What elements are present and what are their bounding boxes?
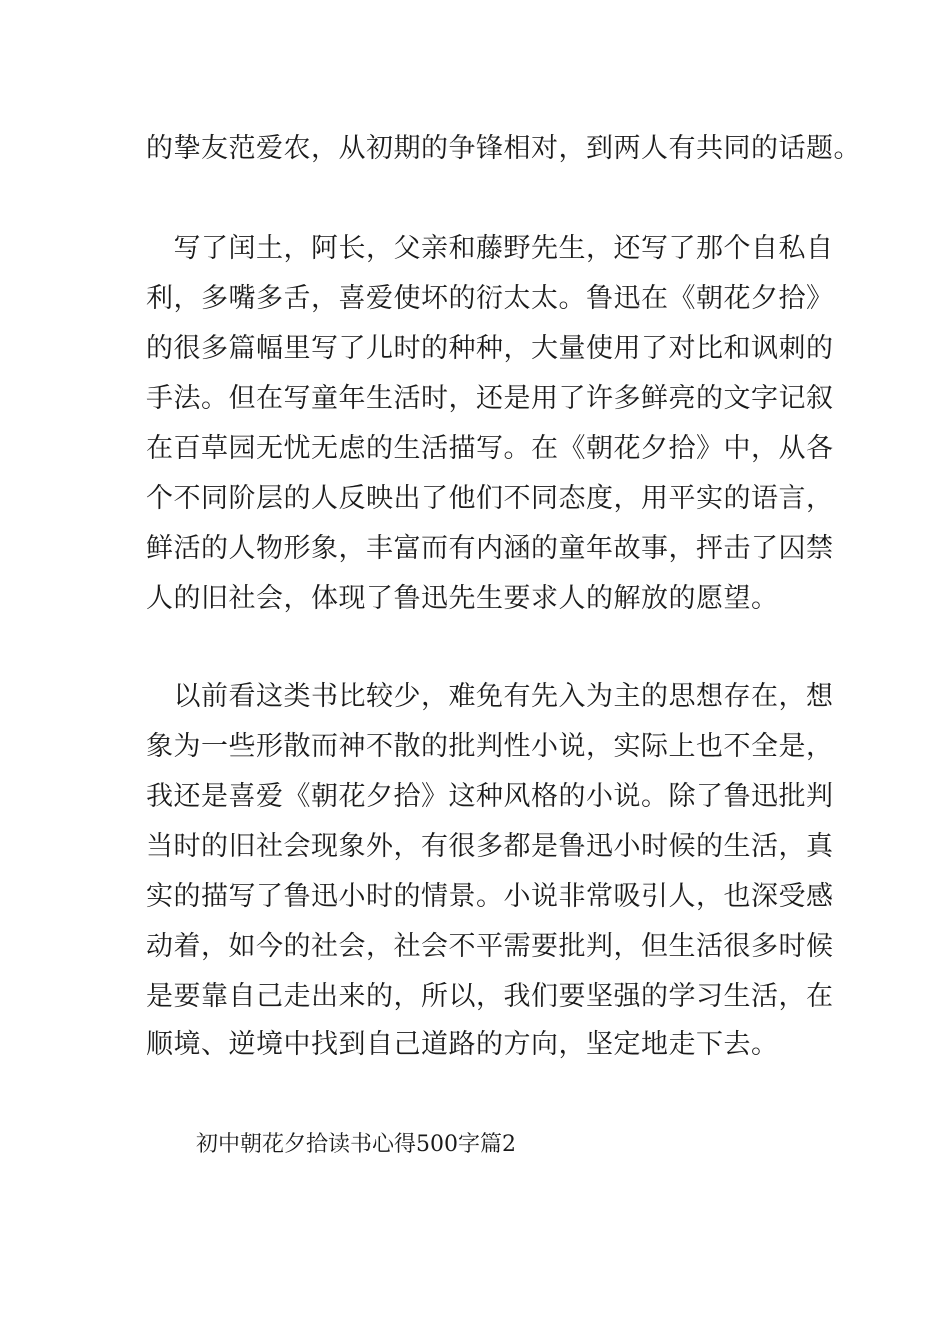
paragraph-3-line-5: 实的描写了鲁迅小时的情景。小说非常吸引人，也深受感: [146, 881, 834, 912]
paragraph-2-line-1: 写了闰土，阿长，父亲和藤野先生，还写了那个自私自: [146, 233, 834, 264]
paragraph-2-line-8: 人的旧社会，体现了鲁迅先生要求人的解放的愿望。: [146, 583, 779, 614]
paragraph-2-line-7: 鲜活的人物形象，丰富而有内涵的童年故事，抨击了囚禁: [146, 533, 834, 564]
paragraph-2-line-2: 利，多嘴多舌，喜爱使坏的衍太太。鲁迅在《朝花夕拾》: [146, 283, 834, 314]
paragraph-2-line-6: 个不同阶层的人反映出了他们不同态度，用平实的语言，: [146, 483, 834, 514]
paragraph-3-line-2: 象为一些形散而神不散的批判性小说，实际上也不全是，: [146, 731, 834, 762]
paragraph-2-line-4: 手法。但在写童年生活时，还是用了许多鲜亮的文字记叙: [146, 383, 834, 414]
paragraph-3-line-4: 当时的旧社会现象外，有很多都是鲁迅小时候的生活，真: [146, 831, 834, 862]
paragraph-1-line-1: 的挚友范爱农，从初期的争锋相对，到两人有共同的话题。: [146, 133, 861, 164]
paragraph-3-line-3: 我还是喜爱《朝花夕拾》这种风格的小说。除了鲁迅批判: [146, 781, 834, 812]
paragraph-3-line-8: 顺境、逆境中找到自己道路的方向，坚定地走下去。: [146, 1029, 779, 1060]
paragraph-2-line-5: 在百草园无忧无虑的生活描写。在《朝花夕拾》中，从各: [146, 433, 834, 464]
section-heading: 初中朝花夕拾读书心得500字篇2: [196, 1132, 516, 1157]
paragraph-2-line-3: 的很多篇幅里写了儿时的种种，大量使用了对比和讽刺的: [146, 333, 834, 364]
paragraph-3-line-1: 以前看这类书比较少，难免有先入为主的思想存在，想: [146, 681, 834, 712]
paragraph-3-line-6: 动着，如今的社会，社会不平需要批判，但生活很多时候: [146, 931, 834, 962]
paragraph-3-line-7: 是要靠自己走出来的，所以，我们要坚强的学习生活，在: [146, 981, 834, 1012]
